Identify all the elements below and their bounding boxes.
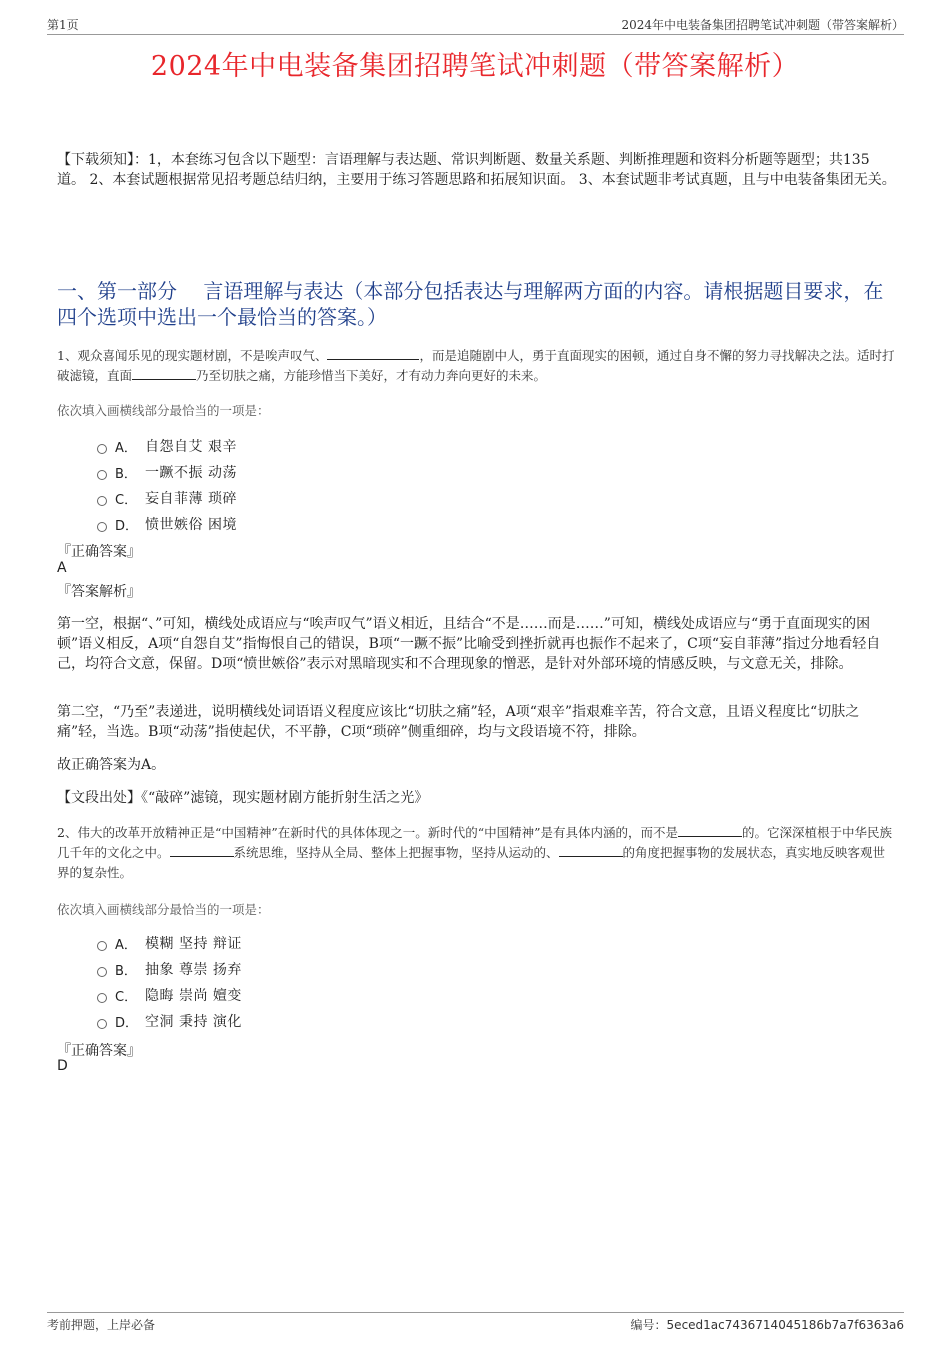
code-value: 5eced1ac7436714045186b7a7f6363a6 bbox=[666, 1318, 904, 1332]
analysis-label: 『答案解析』 bbox=[57, 584, 141, 600]
radio-icon[interactable] bbox=[97, 941, 107, 951]
question-1-text-a: 1、观众喜闻乐见的现实题材剧，不是唉声叹气、 bbox=[57, 348, 328, 363]
option-b[interactable]: B． 抽象 尊崇 扬弃 bbox=[97, 956, 242, 982]
option-c[interactable]: C． 隐晦 崇尚 嬗变 bbox=[97, 982, 242, 1008]
question-1-text bbox=[57, 346, 897, 386]
download-notice: 【下载须知】：1，本套练习包含以下题型：言语理解与表达题、常识判断题、数量关系题、判断推理题和资料分析题等题型；共135道。 2、本套试题根据常见招考题总结归纳，主要用于练习答题思路和拓展知识面。 3、本套试题非考试真题，且与中电装备集团无关。 bbox=[57, 152, 896, 188]
analysis-paragraph-1: 第一空，根据“、”可知，横线处成语应与“唉声叹气”语义相近，且结合“不是……而是……”可知，横线处成语应与“勇于直面现实的困顿”语义相反，A项“自怨自艾”指悔恨自己的错误，B项“一蹶不振”比喻受到挫折就再也振作不起来了，C项“妄自菲薄”指过分地看轻自己，均符合文意，保留。D项“愤世嫉俗”表示对黑暗现实和不合理现象的憎恶，是针对外部环境的情感反映，与文意无关，排除。 bbox=[57, 616, 881, 672]
correct-answer-label: 『正确答案』 bbox=[57, 544, 141, 560]
radio-icon[interactable] bbox=[97, 444, 107, 454]
blank-2 bbox=[170, 843, 234, 857]
page-header bbox=[47, 14, 904, 35]
option-a[interactable]: A． 模糊 坚持 辩证 bbox=[97, 930, 242, 956]
blank-1 bbox=[327, 346, 419, 360]
question-2-text bbox=[57, 823, 897, 883]
question-1-options bbox=[97, 433, 237, 537]
code-label: 编号： bbox=[630, 1318, 667, 1332]
correct-answer: D bbox=[57, 1058, 68, 1074]
radio-icon[interactable] bbox=[97, 967, 107, 977]
document-title: 2024年中电装备集团招聘笔试冲刺题（带答案解析） bbox=[150, 51, 800, 82]
question-2-instruction: 依次填入画横线部分最恰当的一项是： bbox=[57, 902, 270, 917]
question-2-text-d: 的角度把握事物的发展状态，真实地反映客观世界的复杂性。 bbox=[57, 845, 886, 880]
analysis-paragraph-2: 第二空，“乃至”表递进，说明横线处词语语义程度应该比“切肤之痛”轻，A项“艰辛”指艰难辛苦，符合文意，且语义程度比“切肤之痛”轻，当选。B项“动荡”指使起伏，不平静，C项“琐碎”侧重细碎，均与文段语境不符，排除。 bbox=[57, 704, 860, 740]
option-a[interactable]: A． 自怨自艾 艰辛 bbox=[97, 433, 237, 459]
blank-1 bbox=[678, 823, 742, 837]
footer-slogan: 考前押题，上岸必备 bbox=[47, 1318, 156, 1332]
correct-answer-label: 『正确答案』 bbox=[57, 1043, 141, 1059]
radio-icon[interactable] bbox=[97, 522, 107, 532]
radio-icon[interactable] bbox=[97, 993, 107, 1003]
option-b[interactable]: B． 一蹶不振 动荡 bbox=[97, 459, 237, 485]
question-2-options bbox=[97, 930, 242, 1034]
question-1-text-b: ，而是追随剧中人，勇于直面现实的困顿，通过自身不懈的努力寻找解决之法。适时打破滤镜，直面 bbox=[57, 348, 895, 383]
page-footer bbox=[47, 1312, 904, 1333]
question-2-text-a: 2、伟大的改革开放精神正是“中国精神”在新时代的具体体现之一。新时代的“中国精神”是有具体内涵的，而不是 bbox=[57, 825, 679, 840]
option-d[interactable]: D． 愤世嫉俗 困境 bbox=[97, 511, 237, 537]
correct-answer: A bbox=[57, 560, 67, 576]
analysis-conclusion: 故正确答案为A。 bbox=[57, 757, 166, 773]
section-heading: 一、第一部分 言语理解与表达（本部分包括表达与理解两方面的内容。请根据题目要求，在四个选项中选出一个最恰当的答案。） bbox=[57, 279, 884, 329]
radio-icon[interactable] bbox=[97, 470, 107, 480]
radio-icon[interactable] bbox=[97, 496, 107, 506]
blank-3 bbox=[559, 843, 623, 857]
radio-icon[interactable] bbox=[97, 1019, 107, 1029]
passage-source: 【文段出处】《“敲碎”滤镜，现实题材剧方能折射生活之光》 bbox=[57, 790, 429, 806]
question-1-instruction: 依次填入画横线部分最恰当的一项是： bbox=[57, 403, 270, 418]
question-2-text-b: 的。它深深植根于中华民族几千年的文化之中。 bbox=[57, 825, 893, 860]
blank-2 bbox=[132, 366, 196, 380]
option-d[interactable]: D． 空洞 秉持 演化 bbox=[97, 1008, 242, 1034]
header-doc-title: 2024年中电装备集团招聘笔试冲刺题（带答案解析） bbox=[621, 18, 904, 32]
page-number: 第1页 bbox=[47, 18, 79, 32]
question-2-text-c: 系统思维，坚持从全局、整体上把握事物，坚持从运动的、 bbox=[233, 845, 559, 860]
document-code bbox=[631, 1316, 904, 1333]
option-c[interactable]: C． 妄自菲薄 琐碎 bbox=[97, 485, 237, 511]
question-1-text-c: 乃至切肤之痛，方能珍惜当下美好，才有动力奔向更好的未来。 bbox=[196, 368, 547, 383]
